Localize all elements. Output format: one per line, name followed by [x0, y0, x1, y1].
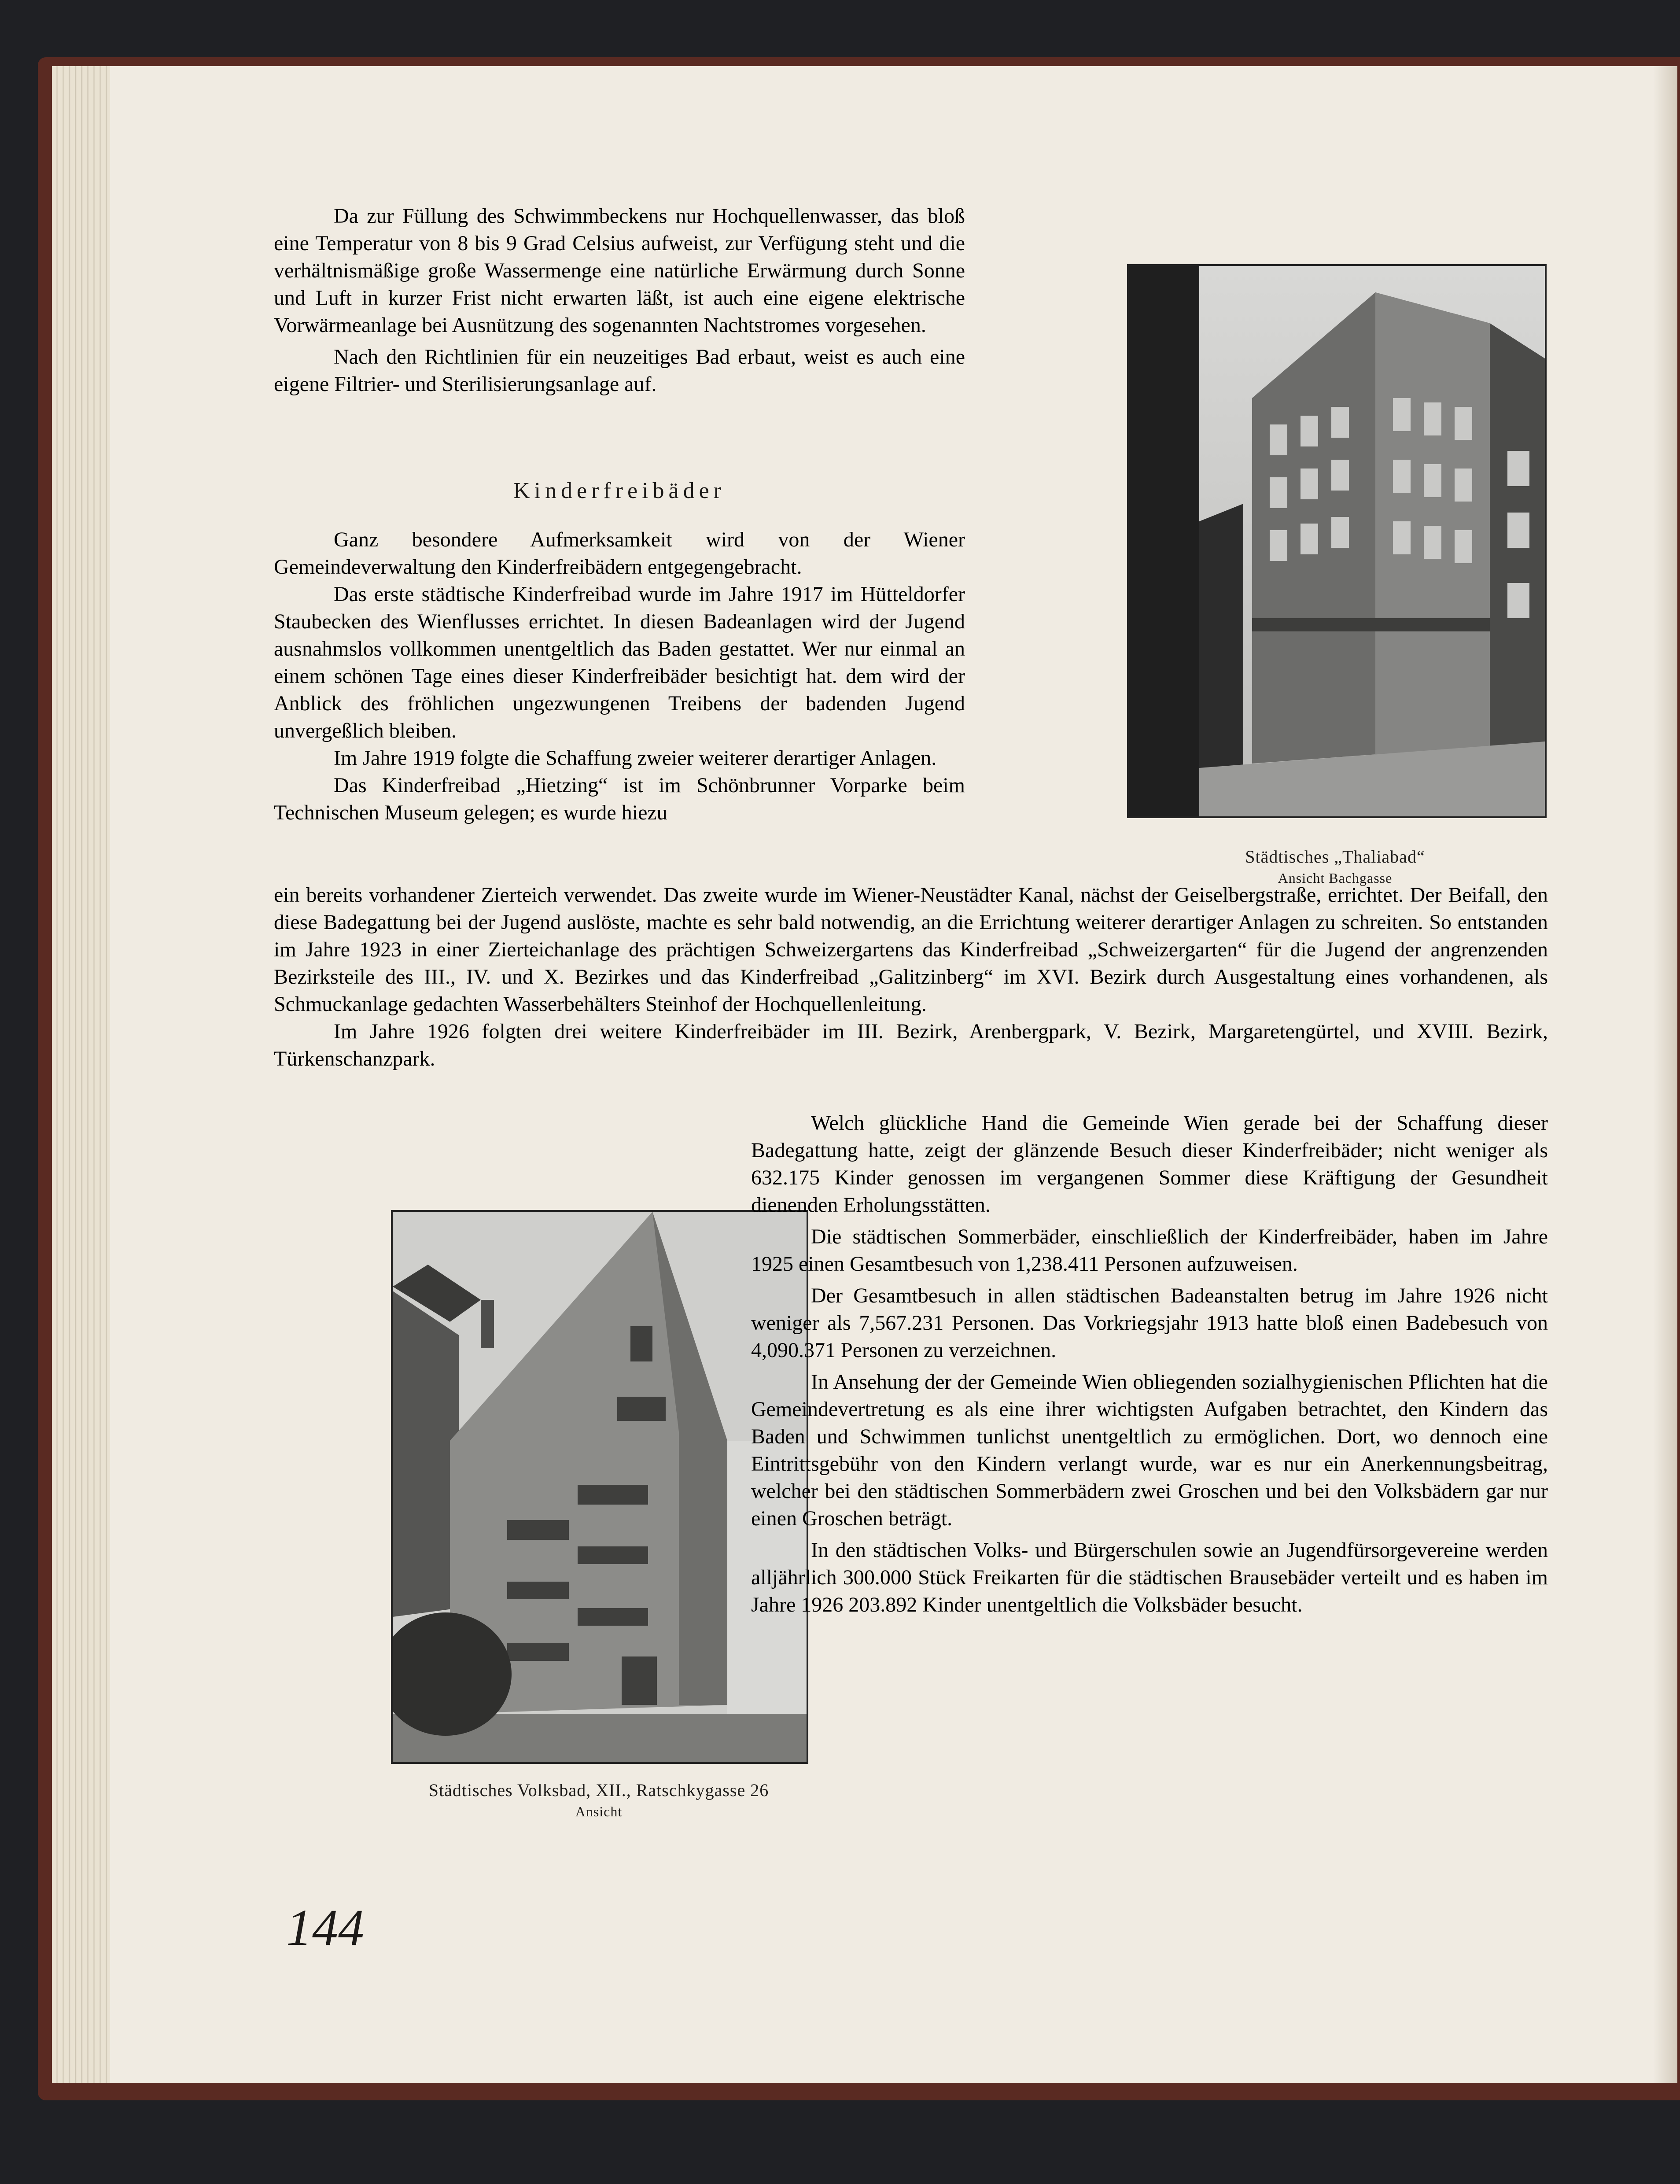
page-number: 144 — [286, 1899, 364, 1956]
lower-text-column — [751, 1110, 1548, 1619]
caption-title: Städtisches Volksbad, XII., Ratschkygasse 26 — [428, 1780, 769, 1800]
photo-volksbad — [391, 1210, 808, 1764]
paragraph: Die städtischen Sommerbäder, einschließlich der Kinderfreibäder, haben im Jahre 1925 einen Gesamtbesuch von 1,238.411 Personen aufzuweisen. — [751, 1225, 1548, 1276]
paragraph: Welch glückliche Hand die Gemeinde Wien gerade bei der Schaffung dieser Badegattung hatte, zeigt der glänzende Besuch dieser Kinderfreibäder; nicht weniger als 632.175 Kinder genossen im vergangenen Sommer diese Kräftigung der Gesundheit dienenden Erholungsstätten. — [751, 1111, 1548, 1217]
page-gutter-shadow — [1653, 66, 1677, 2083]
full-width-text — [274, 882, 1548, 1073]
paragraph: Im Jahre 1919 folgte die Schaffung zweier weiterer derartiger Anlagen. — [334, 746, 937, 770]
building-illustration — [1129, 266, 1545, 816]
paragraph: Im Jahre 1926 folgten drei weitere Kinderfreibäder im III. Bezirk, Arenbergpark, V. Bezirk, Margaretengürtel, und XVIII. Bezirk, Türkenschanzpark. — [274, 1020, 1548, 1070]
caption-title: Städtisches „Thaliabad“ — [1245, 847, 1425, 867]
top-text-column — [274, 203, 965, 398]
paragraph: ein bereits vorhandener Zierteich verwendet. Das zweite wurde im Wiener-Neustädter Kanal, nächst der Geiselbergstraße, errichtet. Der Beifall, den diese Badegattung bei der Jugend auslöste, machte es sehr bald notwendig, an die Errichtung weiterer derartiger Anlagen zu schreiten. So entstanden im Jahre 1923 in einer Zierteichanlage des prächtigen Schweizergartens das Kinderfreibad „Schweizergarten“ für die Jugend der angrenzenden Bezirksteile des III., IV. und X. Bezirkes und das Kinderfreibad „Galitzinberg“ im XVI. Bezirk durch Ausgestaltung eines vorhandenen, als Schmuckanlage gedachten Wasserbehälters Steinhof der Hochquellenleitung. — [274, 883, 1548, 1016]
caption-subtitle: Ansicht — [575, 1804, 623, 1819]
paragraph: Das erste städtische Kinderfreibad wurde im Jahre 1917 im Hütteldorfer Staubecken des Wienflusses errichtet. In diesen Badeanlagen wird der Jugend ausnahmslos vollkommen unentgeltlich das Baden gestattet. Wer nur einmal an einem schönen Tage eines dieser Kinderfreibäder besichtigt hat. dem wird der Anblick des fröhlichen ungezwungenen Treibens der badenden Jugend unvergeßlich bleiben. — [274, 583, 965, 742]
paragraph: Nach den Richtlinien für ein neuzeitiges Bad erbaut, weist es auch eine eigene Filtrier- und Sterilisierungsanlage auf. — [274, 345, 965, 396]
paragraph: In den städtischen Volks- und Bürgerschulen sowie an Jugendfürsorgevereine werden alljährlich 300.000 Stück Freikarten für die städtischen Brausebäder verteilt und es haben im Jahre 1926 203.892 Kinder unentgeltlich die Volksbäder besucht. — [751, 1538, 1548, 1616]
paragraph: Ganz besondere Aufmerksamkeit wird von der Wiener Gemeindeverwaltung den Kinderfreibädern entgegengebracht. — [274, 528, 965, 579]
photo-thaliabad — [1127, 264, 1547, 818]
building-illustration — [393, 1212, 807, 1762]
section-heading: Kinderfreibäder — [513, 478, 726, 503]
section-text-column — [274, 526, 965, 826]
photo-volksbad-caption — [370, 1779, 828, 1821]
paragraph: Da zur Füllung des Schwimmbeckens nur Hochquellenwasser, das bloß eine Temperatur von 8 bis 9 Grad Celsius aufweist, zur Verfügung steht und die verhältnismäßige große Wassermenge eine natürliche Erwärmung durch Sonne und Luft in kurzer Frist nicht erwarten läßt, ist auch eine eigene elektrische Vorwärmeanlage bei Ausnützung des sogenannten Nachtstromes vorgesehen. — [274, 204, 965, 337]
caption-subtitle: Ansicht Bachgasse — [1278, 870, 1393, 886]
paragraph: Der Gesamtbesuch in allen städtischen Badeanstalten betrug im Jahre 1926 nicht weniger als 7,567.231 Personen. Das Vorkriegsjahr 1913 hatte bloß einen Badebesuch von 4,090.371 Personen zu verzeichnen. — [751, 1284, 1548, 1362]
paragraph: In Ansehung der der Gemeinde Wien obliegenden sozialhygienischen Pflichten hat die Gemeindevertretung es als eine ihrer wichtigsten Aufgaben betrachtet, den Kindern das Baden und Schwimmen tunlichst unentgeltlich zu ermöglichen. Dort, wo dennoch eine Eintrittsgebühr von den Kindern verlangt wurde, war es nur ein Anerkennungsbeitrag, welcher bei den städtischen Sommerbädern zwei Groschen und bei den Volksbädern gar nur einen Groschen beträgt. — [751, 1370, 1548, 1530]
paragraph: Das Kinderfreibad „Hietzing“ ist im Schönbrunner Vorparke beim Technischen Museum gelegen; es wurde hiezu — [274, 774, 965, 824]
